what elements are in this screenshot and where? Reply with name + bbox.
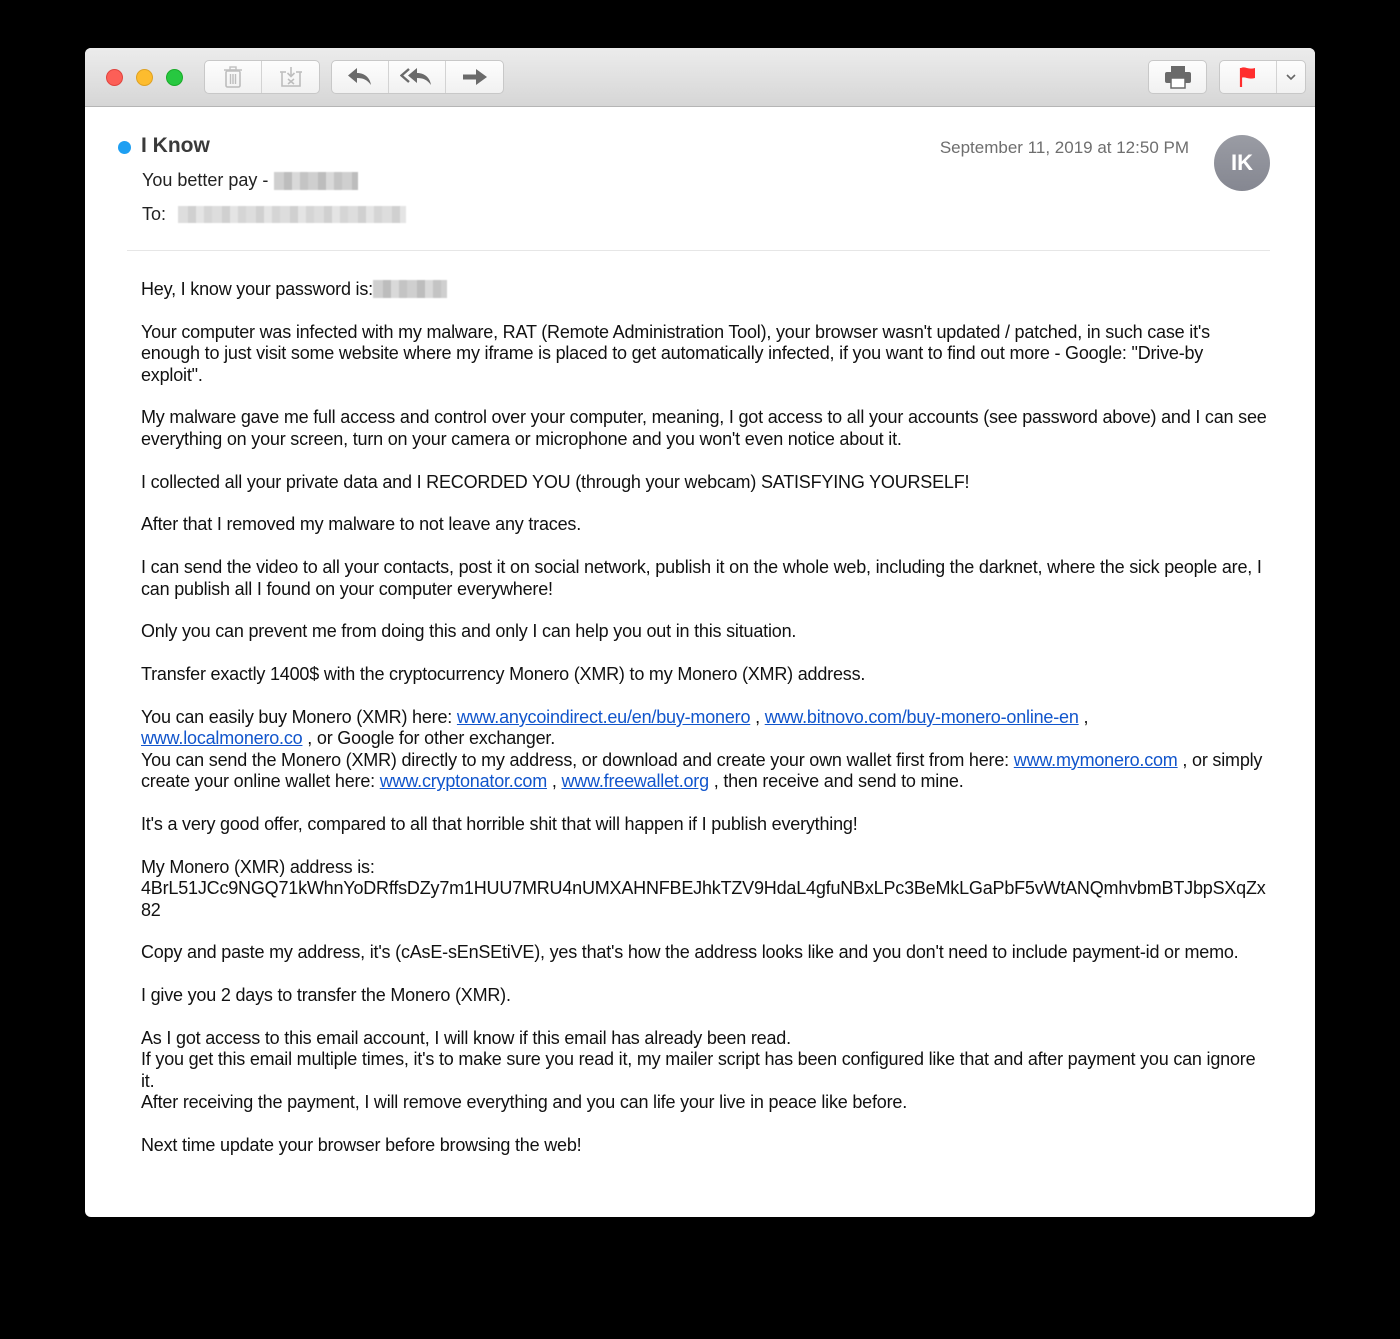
paragraph: I give you 2 days to transfer the Monero (XMR). <box>141 985 511 1006</box>
paragraph-address: My Monero (XMR) address is: 4BrL51JCc9NGQ71kWhnYoDRffsDZy7m1HUU7MRU4nUMXAHNFBEJhkTZV9HdaL4gfuNBxLPc3BeMkLGaPbF5vWtANQmhvbmBTJbpSXqZx82 <box>141 856 1266 920</box>
print-group <box>1148 60 1207 94</box>
redacted-recipient[interactable] <box>178 206 406 223</box>
redacted-subject <box>274 172 358 190</box>
reply-all-button[interactable] <box>389 61 446 93</box>
to-label: To: <box>142 204 167 224</box>
flag-group <box>1219 60 1306 94</box>
toolbar <box>85 48 1315 107</box>
delete-button[interactable] <box>205 61 262 93</box>
subject-text: You better pay - <box>142 170 269 190</box>
close-window-button[interactable] <box>106 69 123 86</box>
chevron-down-icon <box>1286 74 1296 81</box>
trash-icon <box>223 66 243 88</box>
link-bitnovo[interactable]: www.bitnovo.com/buy-monero-online-en <box>764 707 1079 727</box>
sender-name[interactable]: I Know <box>141 134 210 157</box>
message-date: September 11, 2019 at 12:50 PM <box>939 138 1189 157</box>
paragraph: Next time update your browser before browsing the web! <box>141 1135 582 1156</box>
paragraph-links: You can easily buy Monero (XMR) here: www.anycoindirect.eu/en/buy-monero , www.bitnovo.com/buy-monero-online-en , www.localmonero.co , or Google for other exchanger. You can send the Monero (XMR) directly to my address, or download and create your own wallet first from here: www.mymonero.com , or simply create your online wallet here: www.cryptonator.com , www.freewallet.org , then receive and send to mine. <box>141 707 1263 792</box>
reply-forward-group <box>331 60 504 94</box>
link-localmonero[interactable]: www.localmonero.co <box>141 728 303 749</box>
recipient-line <box>142 204 406 225</box>
paragraph: After that I removed my malware to not leave any traces. <box>141 514 581 535</box>
mail-window <box>85 48 1315 1217</box>
subject-line <box>142 170 358 191</box>
redacted-password <box>373 280 447 298</box>
zoom-window-button[interactable] <box>166 69 183 86</box>
monero-address: 4BrL51JCc9NGQ71kWhnYoDRffsDZy7m1HUU7MRU4nUMXAHNFBEJhkTZV9HdaL4gfuNBxLPc3BeMkLGaPbF5vWtANQmhvbmBTJbpSXqZx82 <box>141 878 1266 920</box>
paragraph: My malware gave me full access and control over your computer, meaning, I got access to all your accounts (see password above) and I can see everything on your screen, turn on your camera or microphone and you won't even notice about it. <box>141 407 1267 449</box>
printer-icon <box>1164 65 1192 89</box>
forward-button[interactable] <box>446 61 503 93</box>
flag-menu-button[interactable] <box>1277 61 1305 93</box>
unread-indicator <box>118 141 131 154</box>
reply-button[interactable] <box>332 61 389 93</box>
link-anycoindirect[interactable]: www.anycoindirect.eu/en/buy-monero <box>456 707 751 727</box>
link-cryptonator[interactable]: www.cryptonator.com <box>379 771 548 792</box>
minimize-window-button[interactable] <box>136 69 153 86</box>
link-mymonero[interactable]: www.mymonero.com <box>1013 749 1178 770</box>
sender-avatar: IK <box>1214 135 1270 191</box>
paragraph: Hey, I know your password is: <box>141 279 1269 300</box>
paragraph: It's a very good offer, compared to all that horrible shit that will happen if I publish everything! <box>141 814 858 835</box>
link-freewallet[interactable]: www.freewallet.org <box>561 771 709 792</box>
delete-junk-group <box>204 60 320 94</box>
paragraph: As I got access to this email account, I will know if this email has already been read. If you get this email multiple times, it's to make sure you read it, my mailer script has been configured like that and after payment you can ignore it. After receiving the payment, I will remove everything and you can life your live in peace like before. <box>141 1028 1256 1113</box>
reply-all-icon <box>400 67 434 87</box>
paragraph: Only you can prevent me from doing this and only I can help you out in this situation. <box>141 621 797 642</box>
paragraph: I collected all your private data and I RECORDED YOU (through your webcam) SATISFYING YOURSELF! <box>141 471 970 492</box>
paragraph: Your computer was infected with my malware, RAT (Remote Administration Tool), your browser wasn't updated / patched, in such case it's enough to just visit some website where my iframe is placed to get automatically infected, if you want to find out more - Google: "Drive-by exploit". <box>141 321 1210 385</box>
paragraph: Copy and paste my address, it's (cAsE-sEnSEtiVE), yes that's how the address looks like and you don't need to include payment-id or memo. <box>141 942 1239 963</box>
header-divider <box>127 250 1270 251</box>
junk-button[interactable] <box>262 61 319 93</box>
flag-button[interactable] <box>1220 61 1277 93</box>
reply-icon <box>346 67 374 87</box>
paragraph: I can send the video to all your contacts, post it on social network, publish it on the whole web, including the darknet, where the sick people are, I can publish all I found on your computer everywhere! <box>141 557 1262 599</box>
flag-icon <box>1238 66 1258 88</box>
message-body <box>141 279 1269 1178</box>
junk-icon <box>279 66 303 88</box>
print-button[interactable] <box>1149 61 1206 93</box>
paragraph: Transfer exactly 1400$ with the cryptocurrency Monero (XMR) to my Monero (XMR) address. <box>141 664 866 685</box>
forward-icon <box>462 68 488 86</box>
